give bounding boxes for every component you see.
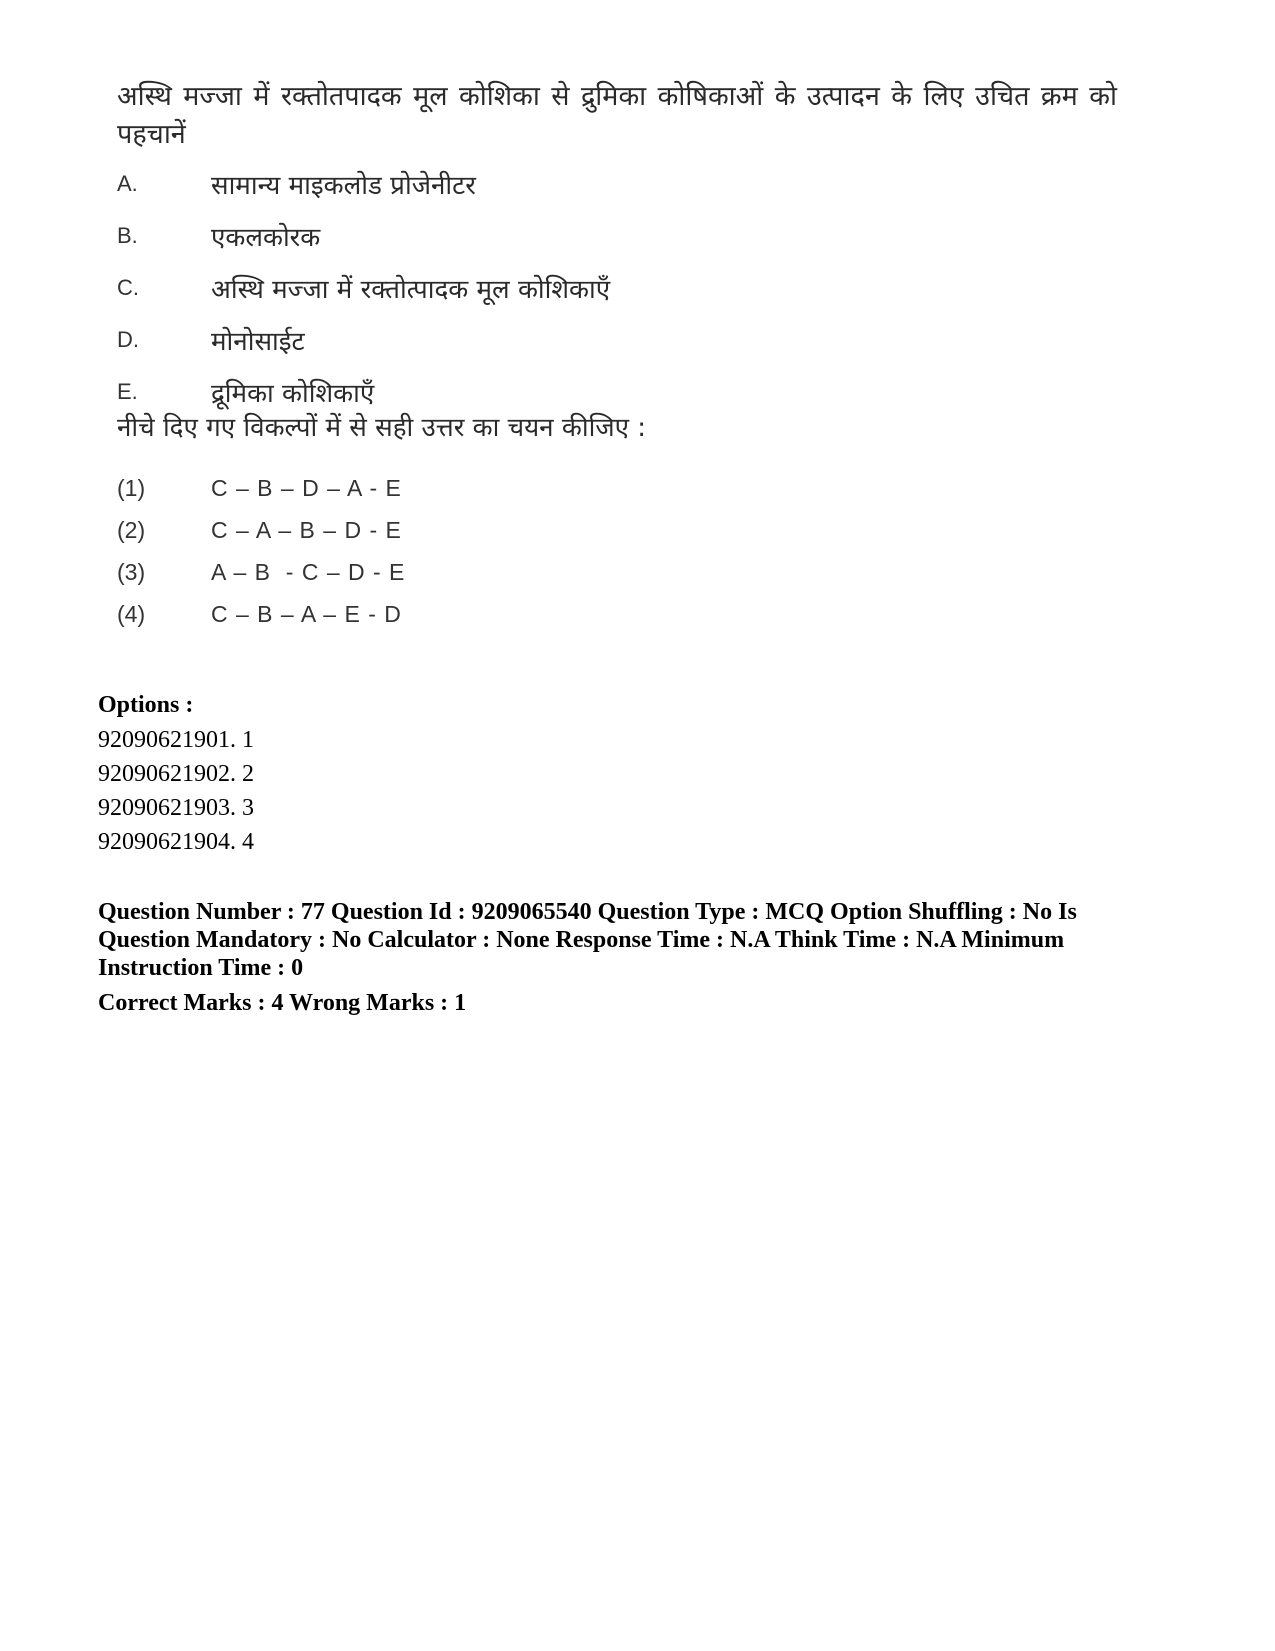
item-text: सामान्य माइकलोड प्रोजेनीटर bbox=[211, 171, 476, 201]
item-key: D. bbox=[117, 327, 139, 352]
choice-text: C – A – B – D - E bbox=[211, 516, 402, 543]
choice-text: C – B – A – E - D bbox=[211, 600, 402, 627]
item-key: E. bbox=[117, 379, 138, 404]
item-key: B. bbox=[117, 223, 138, 248]
choice-key: (4) bbox=[117, 600, 146, 627]
question-instruction: नीचे दिए गए विकल्पों में से सही उत्तर का चयन कीजिए : bbox=[117, 413, 647, 443]
option-line: 92090621902. 2 bbox=[98, 761, 254, 787]
question-info: Question Number : 77 Question Id : 9209065540 Question Type : MCQ Option Shuffling : No Is Question Mandatory : No Calculator : None Response Time : N.A Think Time : N.A Minimum Instruction Time : 0 bbox=[98, 899, 1077, 981]
item-text: एकलकोरक bbox=[211, 223, 321, 253]
choice-text: C – B – D – A - E bbox=[211, 474, 402, 501]
marks-info: Correct Marks : 4 Wrong Marks : 1 bbox=[98, 990, 467, 1016]
choice-text: A – B - C – D - E bbox=[211, 558, 406, 585]
option-line: 92090621901. 1 bbox=[98, 727, 254, 753]
choice-key: (2) bbox=[117, 516, 146, 543]
item-text: द्रूमिका कोशिकाएँ bbox=[211, 379, 375, 409]
item-key: A. bbox=[117, 171, 138, 196]
item-key: C. bbox=[117, 275, 139, 300]
option-line: 92090621904. 4 bbox=[98, 829, 254, 855]
options-heading: Options : bbox=[98, 692, 194, 718]
option-line: 92090621903. 3 bbox=[98, 795, 254, 821]
question-stem: अस्थि मज्जा में रक्तोतपादक मूल कोशिका से द्रुमिका कोषिकाओं के उत्पादन के लिए उचित क्रम को पहचानें bbox=[117, 81, 1117, 150]
choice-key: (1) bbox=[117, 474, 146, 501]
choice-key: (3) bbox=[117, 558, 146, 585]
question-image bbox=[117, 78, 1117, 627]
item-text: अस्थि मज्जा में रक्तोत्पादक मूल कोशिकाएँ bbox=[211, 275, 611, 305]
item-text: मोनोसाईट bbox=[211, 327, 305, 357]
